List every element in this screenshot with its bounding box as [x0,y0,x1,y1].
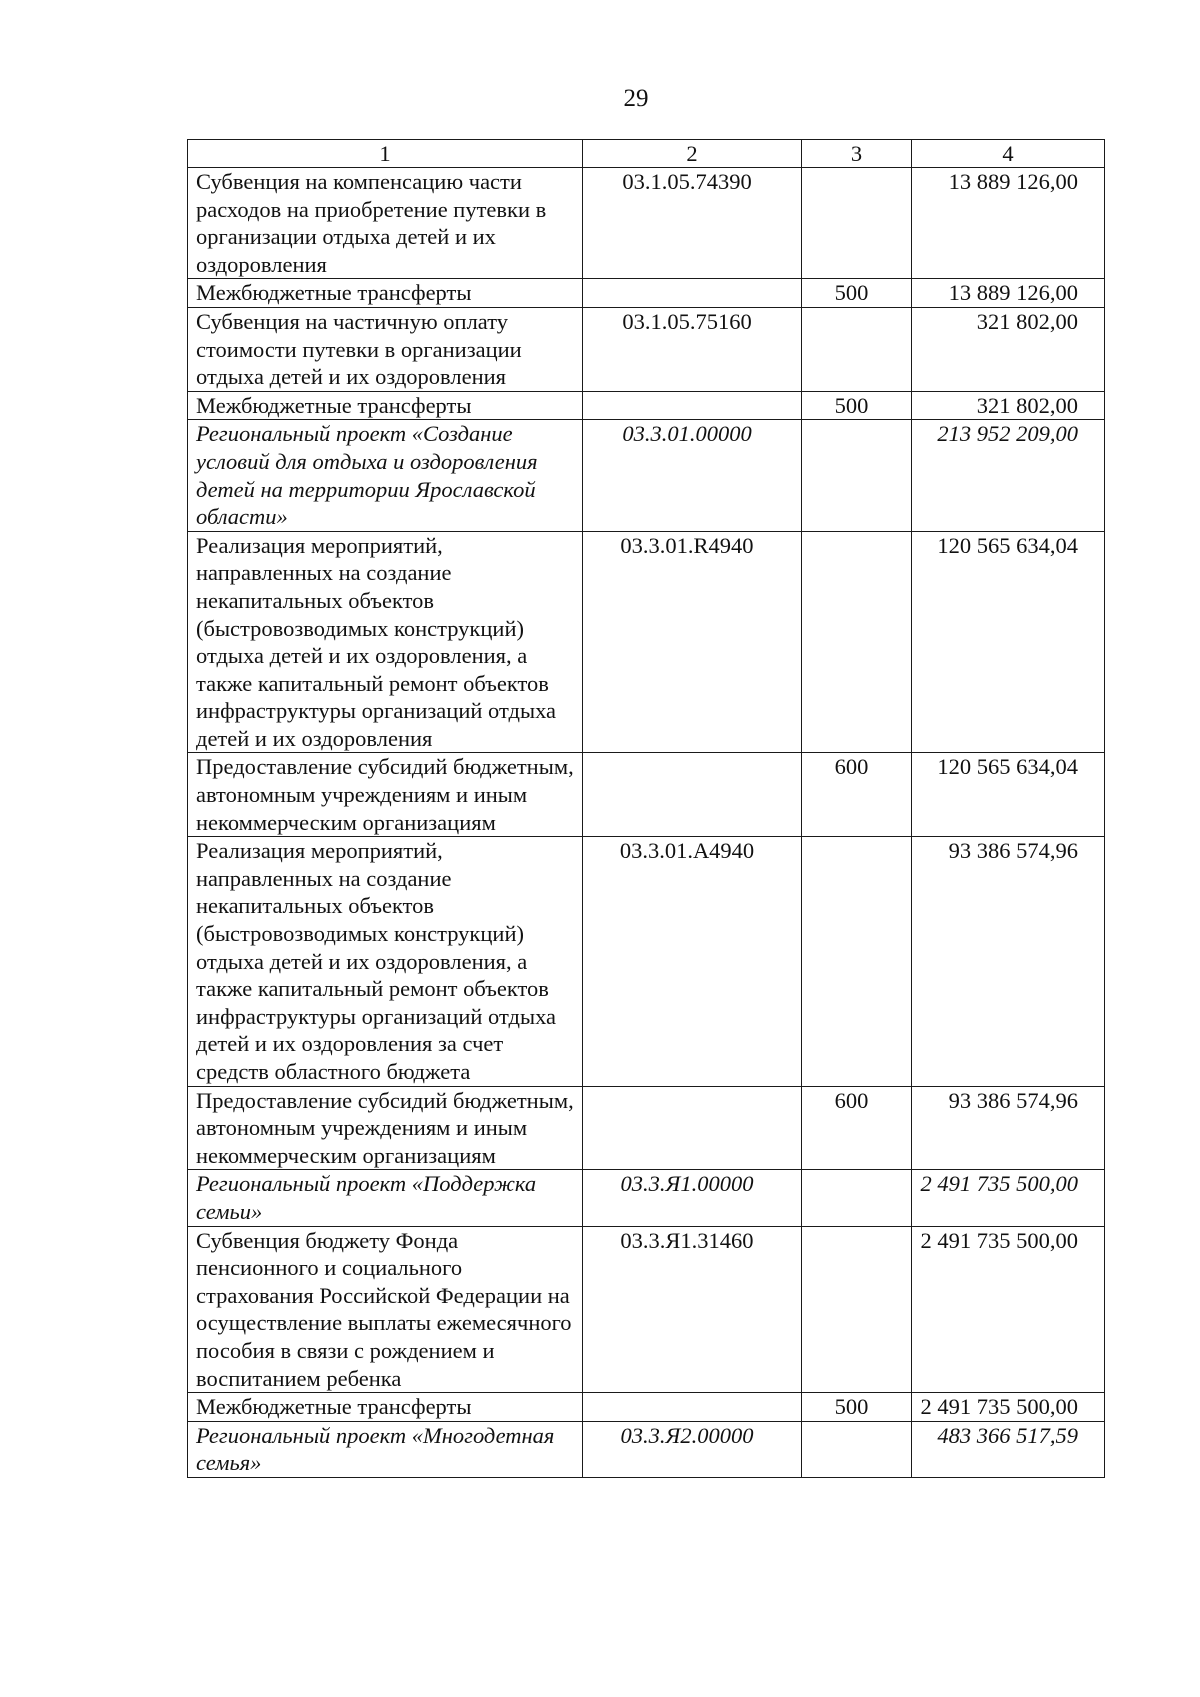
row-name: Межбюджетные трансферты [188,391,583,420]
row-type [802,837,912,1086]
row-type [802,168,912,279]
row-code: 03.1.05.75160 [583,307,802,391]
table-row-project [188,1170,1105,1226]
row-code [583,391,802,420]
row-type: 600 [802,753,912,837]
table-row [188,391,1105,420]
row-sum: 93 386 574,96 [912,1086,1105,1170]
row-name: Межбюджетные трансферты [188,1393,583,1422]
row-name: Региональный проект «Поддержка семьи» [188,1170,583,1226]
row-sum: 483 366 517,59 [912,1421,1105,1477]
row-code: 03.1.05.74390 [583,168,802,279]
row-name: Региональный проект «Многодетная семья» [188,1421,583,1477]
row-sum: 2 491 735 500,00 [912,1393,1105,1422]
row-type: 500 [802,279,912,308]
row-sum: 2 491 735 500,00 [912,1226,1105,1393]
table-row [188,1393,1105,1422]
row-code [583,1393,802,1422]
row-sum: 213 952 209,00 [912,420,1105,531]
row-type [802,1170,912,1226]
header-col-4: 4 [912,140,1105,168]
row-sum: 13 889 126,00 [912,279,1105,308]
row-type [802,1421,912,1477]
row-name: Реализация мероприятий, направленных на создание некапитальных объектов (быстровозводимых конструкций) отдыха детей и их оздоровления, а также капитальный ремонт объектов инфраструктуры организаций отдыха детей и их оздоровления [188,531,583,753]
row-sum: 120 565 634,04 [912,531,1105,753]
table-row-project [188,1421,1105,1477]
row-name: Межбюджетные трансферты [188,279,583,308]
table-row [188,307,1105,391]
row-name: Региональный проект «Создание условий для отдыха и оздоровления детей на территории Ярославской области» [188,420,583,531]
budget-table [187,139,1105,1478]
row-type: 500 [802,1393,912,1422]
row-type [802,531,912,753]
table-row [188,753,1105,837]
row-code: 03.3.Я1.31460 [583,1226,802,1393]
row-sum: 93 386 574,96 [912,837,1105,1086]
row-name: Субвенция на частичную оплату стоимости путевки в организации отдыха детей и их оздоровления [188,307,583,391]
row-code [583,753,802,837]
row-sum: 321 802,00 [912,307,1105,391]
row-sum: 321 802,00 [912,391,1105,420]
row-code: 03.3.Я2.00000 [583,1421,802,1477]
row-type [802,307,912,391]
table-row [188,531,1105,753]
row-code: 03.3.Я1.00000 [583,1170,802,1226]
page-number: 29 [623,85,649,112]
header-row [188,140,1105,168]
table-row [188,1226,1105,1393]
row-type: 600 [802,1086,912,1170]
row-type [802,420,912,531]
header-col-1: 1 [188,140,583,168]
row-type: 500 [802,391,912,420]
row-sum: 120 565 634,04 [912,753,1105,837]
row-sum: 2 491 735 500,00 [912,1170,1105,1226]
table-row [188,279,1105,308]
header-col-3: 3 [802,140,912,168]
table-row [188,837,1105,1086]
row-name: Предоставление субсидий бюджетным, автономным учреждениям и иным некоммерческим организациям [188,753,583,837]
table-row [188,1086,1105,1170]
row-code [583,279,802,308]
row-code: 03.3.01.00000 [583,420,802,531]
header-col-2: 2 [583,140,802,168]
row-name: Субвенция бюджету Фонда пенсионного и социального страхования Российской Федерации на осуществление выплаты ежемесячного пособия в связи с рождением и воспитанием ребенка [188,1226,583,1393]
row-name: Предоставление субсидий бюджетным, автономным учреждениям и иным некоммерческим организациям [188,1086,583,1170]
row-code: 03.3.01.R4940 [583,531,802,753]
table-row-project [188,420,1105,531]
row-sum: 13 889 126,00 [912,168,1105,279]
row-code [583,1086,802,1170]
row-code: 03.3.01.A4940 [583,837,802,1086]
row-name: Реализация мероприятий, направленных на создание некапитальных объектов (быстровозводимых конструкций) отдыха детей и их оздоровления, а также капитальный ремонт объектов инфраструктуры организаций отдыха детей и их оздоровления за счет средств областного бюджета [188,837,583,1086]
table-row [188,168,1105,279]
row-name: Субвенция на компенсацию части расходов на приобретение путевки в организации отдыха детей и их оздоровления [188,168,583,279]
row-type [802,1226,912,1393]
